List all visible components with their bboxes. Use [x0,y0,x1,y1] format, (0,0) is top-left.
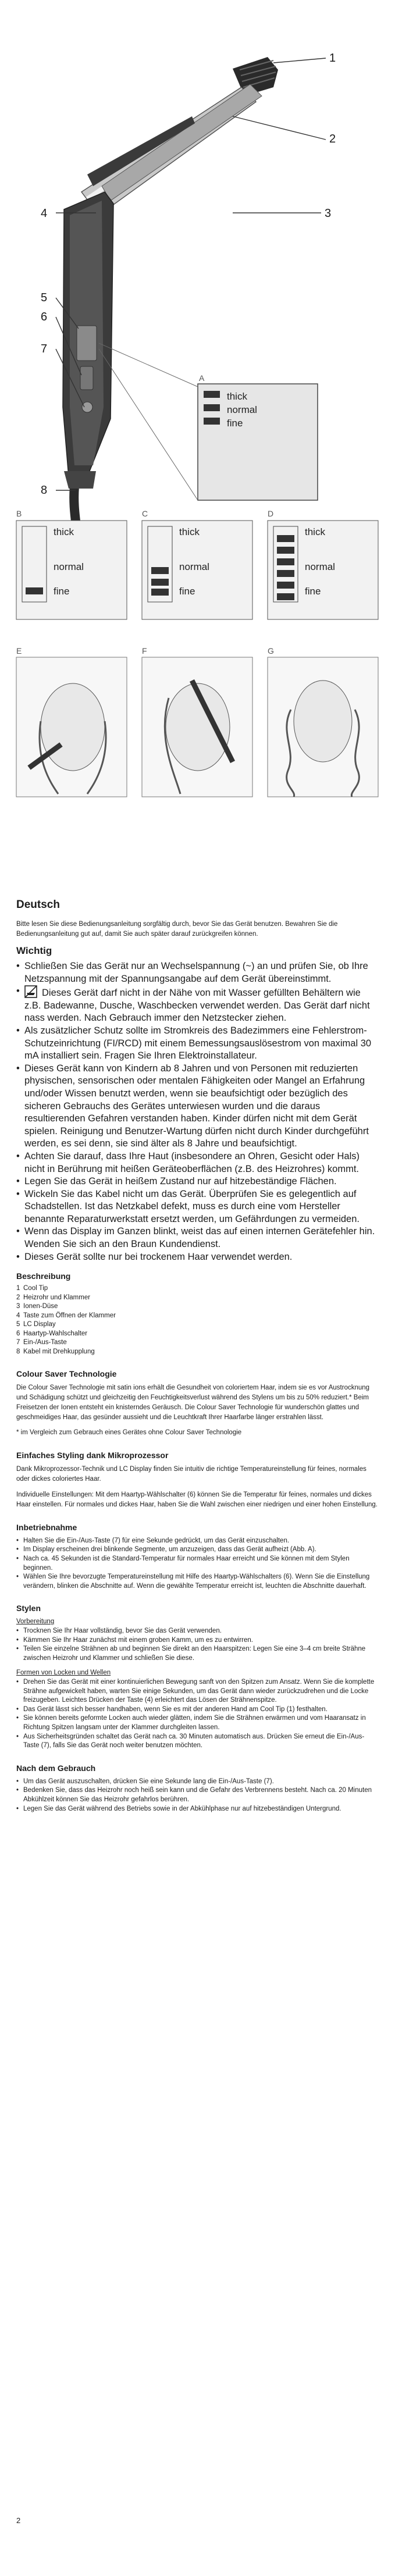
panel-letter-c: C [142,509,148,518]
warnings-title: Wichtig [16,945,52,956]
panel-c-lcd [142,509,252,619]
panel-letter-b: B [16,509,22,518]
lcd-d-normal: normal [305,561,335,572]
callout-4: 4 [41,207,48,220]
warnings-list [16,960,378,1263]
curls-item: • Sie können bereits geformte Locken auch wieder glätten, indem Sie die Strähnen erwärmen und vom Haaransatz in Richtung Spitzen langsam unter der Klammer durchgleiten lassen. [16,1714,378,1732]
description-item: 7 Ein-/Aus-Taste [16,1339,67,1346]
callout-3: 3 [325,207,332,220]
callout-2: 2 [329,133,336,145]
panel-letter-e: E [16,646,22,655]
prep-item: • Teilen Sie einzelne Strähnen ab und beginnen Sie direkt an den Haarspitzen: Legen Sie eine 3–4 cm breite Strähne zwischen Heizrohr und Klammer und schließen Sie diese. [16,1645,378,1663]
lcd-b-normal: normal [54,561,84,572]
warning-item-text: Dieses Gerät darf nicht in der Nähe von mit Wasser gefüllten Behältern wie z.B. Badewanne, Dusche, Waschbecken verwendet werden. Das Gerät darf nicht nass werden. Nach Gebrauch immer den Netzstecker ziehen. [24,988,370,1024]
intro-text: Bitte lesen Sie diese Bedienungsanleitung sorgfältig durch, bevor Sie das Gerät benutzen. Bewahren Sie die Bedienungsanleitung gut auf, damit Sie auch später darauf zurückgreifen können. [16,921,338,938]
panel-e-illustration [16,646,127,797]
description-item: 5 LC Display [16,1321,56,1328]
after-use-item: • Bedenken Sie, dass das Heizrohr noch heiß sein kann und die Gefahr des Verbrennens besteht. Nach ca. 20 Minuten Abkühlzeit können Sie das Heizrohr gefahrlos berühren. [16,1786,378,1804]
curls-subtitle: Formen von Locken und Wellen [16,1669,111,1677]
lcd-label-fine: fine [227,418,243,429]
easy-styling-p2: Individuelle Einstellungen: Mit dem Haartyp-Wählschalter (6) können Sie die Temperatur für feines, normales und dickes Haar einstellen. Für normales und dickes Haar, haben Sie die Wahl zwischen einer niedrigen und einer hohen Einstellung. [16,1491,378,1508]
lcd-label-thick: thick [227,391,247,402]
warning-item: • Legen Sie das Gerät in heißem Zustand nur auf hitzebeständige Flächen. [16,1175,378,1188]
startup-item: • Nach ca. 45 Sekunden ist die Standard-Temperatur für normales Haar erreicht und Sie können mit dem Stylen beginnen. [16,1555,378,1573]
lcd-label-normal: normal [227,404,257,415]
after-use-title: Nach dem Gebrauch [16,1763,96,1773]
after-use-item: • Legen Sie das Gerät während des Betriebs sowie in der Abkühlphase nur auf hitzebeständigen Untergrund. [16,1805,378,1814]
styling-title: Stylen [16,1604,41,1613]
after-use-item: • Um das Gerät auszuschalten, drücken Sie eine Sekunde lang die Ein-/Aus-Taste (7). [16,1777,378,1787]
bathtub-warning-icon [24,985,37,998]
hair-illustrations [0,646,395,878]
warning-item: • Dieses Gerät kann von Kindern ab 8 Jahren und von Personen mit reduzierten physischen, sensorischen oder mentalen Fähigkeiten oder Mangel an Erfahrung und/oder Wissen benutzt werden, wenn sie beaufsichtigt oder bezüglich des sicheren Gebrauchs des Gerätes unterwiesen wurden und die daraus resultierenden Gefahren verstanden haben. Kinder dürfen nicht mit dem Gerät spielen. Reinigung und Benutzer-Wartung dürfen nicht durch Kinder durchgeführt werden, es sei denn, sie sind älter als 8 Jahre und beaufsichtigt. [16,1063,378,1150]
lcd-d-fine: fine [305,586,321,597]
panel-a-lcd [99,343,318,500]
lcd-c-normal: normal [179,561,209,572]
after-use-list [16,1777,378,1813]
startup-title: Inbetriebnahme [16,1522,77,1532]
easy-styling-p1: Dank Mikroprozessor-Technik und LC Display finden Sie intuitiv die richtige Temperatureinstellung für feines, normales oder dickes coloriertes Haar. [16,1465,366,1483]
curls-item: • Drehen Sie das Gerät mit einer kontinuierlichen Bewegung sanft von den Spitzen zum Ansatz. Wenn Sie die komplette Strähne aufgewickelt haben, warten Sie einige Sekunden, um das Gerät dann wieder zurückzudrehen und die Locke freizugeben. Leichtes Drücken der Taste (4) erleichtert das Lösen der Strähnenspitze. [16,1678,378,1705]
curls-item: • Aus Sicherheitsgründen schaltet das Gerät nach ca. 30 Minuten automatisch aus. Drücken Sie erneut die Ein-/Aus-Taste (7), falls Sie das Gerät noch weiter benutzen möchten. [16,1733,378,1751]
prep-item: • Kämmen Sie Ihr Haar zunächst mit einem groben Kamm, um es zu entwirren. [16,1636,378,1645]
panel-letter-f: F [142,646,147,655]
startup-item: • Im Display erscheinen drei blinkende Segmente, um anzuzeigen, dass das Gerät aufheizt (Abb. A). [16,1545,378,1555]
page-number: 2 [16,2516,21,2525]
startup-item: • Wählen Sie Ihre bevorzugte Temperatureinstellung mit Hilfe des Haartyp-Wählschalters (6). Wenn Sie die Einstellung verändern, blinken die Abschnitte auf. Wenn die gewählte Temperatur erreicht ist, leuchten die Abschnitte dauerhaft. [16,1573,378,1591]
panel-letter-g: G [268,646,274,655]
lcd-d-thick: thick [305,526,325,537]
warning-item [16,985,378,1025]
warning-item: • Wenn das Display im Ganzen blinkt, weist das auf einen internen Gerätefehler hin. Wenden Sie sich an den Braun Kundendienst. [16,1225,378,1250]
prep-list [16,1627,378,1663]
description-list [16,1284,378,1356]
panel-letter-d: D [268,509,274,518]
prep-item: • Trocknen Sie Ihr Haar vollständig, bevor Sie das Gerät verwenden. [16,1627,378,1636]
curling-iron-drawing [63,57,278,582]
warning-item: • Dieses Gerät sollte nur bei trockenem Haar verwendet werden. [16,1251,378,1264]
curls-item: • Das Gerät lässt sich besser handhaben, wenn Sie es mit der anderen Hand am Cool Tip (1) festhalten. [16,1705,378,1715]
colour-saver-text: Die Colour Saver Technologie mit satin ions erhält die Gesundheit von coloriertem Haar, indem sie es vor Austrocknung und Schädigung schützt und gleichzeitig den Feuchtigkeitsverlust während des Stylens um bis zu 50% reduziert.* Beim Freisetzen der Ionen entsteht ein knisterndes Geräusch. Die Colour Saver Technologie für wunderschön glattes und geschmeidiges Haar, das gesünder aussieht und die Leuchtkraft Ihrer Haarfarbe länger erstrahlen lässt. [16,1384,370,1421]
lcd-c-thick: thick [179,526,200,537]
panel-letter-a: A [199,373,205,383]
callout-1: 1 [329,52,336,65]
description-item: 6 Haartyp-Wahlschalter [16,1330,88,1337]
description-title: Beschreibung [16,1271,71,1281]
description-item: 3 Ionen-Düse [16,1303,58,1310]
panel-d-lcd [268,509,378,619]
warning-item: • Wickeln Sie das Kabel nicht um das Gerät. Überprüfen Sie es gelegentlich auf Schadstellen. Ist das Netzkabel defekt, muss es durch eine vom Hersteller benannte Reparaturwerkstatt ersetzt werden, um Gefährdungen zu vermeiden. [16,1188,378,1226]
callout-8: 8 [41,484,48,497]
description-item: 4 Taste zum Öffnen der Klammer [16,1312,116,1319]
instructions-text [16,899,378,1819]
product-illustrations [0,0,395,634]
startup-item: • Halten Sie die Ein-/Aus-Taste (7) für eine Sekunde gedrückt, um das Gerät einzuschalten. [16,1537,378,1546]
panel-f-illustration [142,646,252,797]
easy-styling-title: Einfaches Styling dank Mikroprozessor [16,1450,169,1460]
panel-g-illustration [268,646,378,797]
callout-5: 5 [41,291,48,304]
warning-item: • Achten Sie darauf, dass Ihre Haut (insbesondere an Ohren, Gesicht oder Hals) nicht in Berührung mit heißen Geräteoberflächen (z.B. des Heizrohres) kommt. [16,1150,378,1175]
panel-b-lcd [16,509,127,619]
lcd-b-fine: fine [54,586,70,597]
lcd-b-thick: thick [54,526,74,537]
description-item: 1 Cool Tip [16,1285,48,1292]
startup-list [16,1537,378,1591]
section-title: Deutsch [16,899,60,911]
prep-subtitle: Vorbereitung [16,1618,55,1626]
warning-item: • Schließen Sie das Gerät nur an Wechselspannung (~) an und prüfen Sie, ob Ihre Netzspannung mit der Spannungsangabe auf dem Gerät übereinstimmt. [16,960,378,985]
description-item: 8 Kabel mit Drehkupplung [16,1348,95,1355]
curls-list [16,1678,378,1751]
colour-saver-title: Colour Saver Technologie [16,1369,117,1379]
lcd-c-fine: fine [179,586,195,597]
description-item: 2 Heizrohr und Klammer [16,1294,91,1301]
callout-7: 7 [41,343,48,355]
warning-item: • Als zusätzlicher Schutz sollte im Stromkreis des Badezimmers eine Fehlerstrom-Schutzeinrichtung (FI/RCD) mit einem Bemessungsauslösestrom von maximal 30 mA installiert sein. Fragen Sie Ihren Elektroinstallateur. [16,1025,378,1063]
colour-saver-footnote: * im Vergleich zum Gebrauch eines Gerätes ohne Colour Saver Technologie [16,1429,242,1437]
callout-6: 6 [41,311,48,323]
